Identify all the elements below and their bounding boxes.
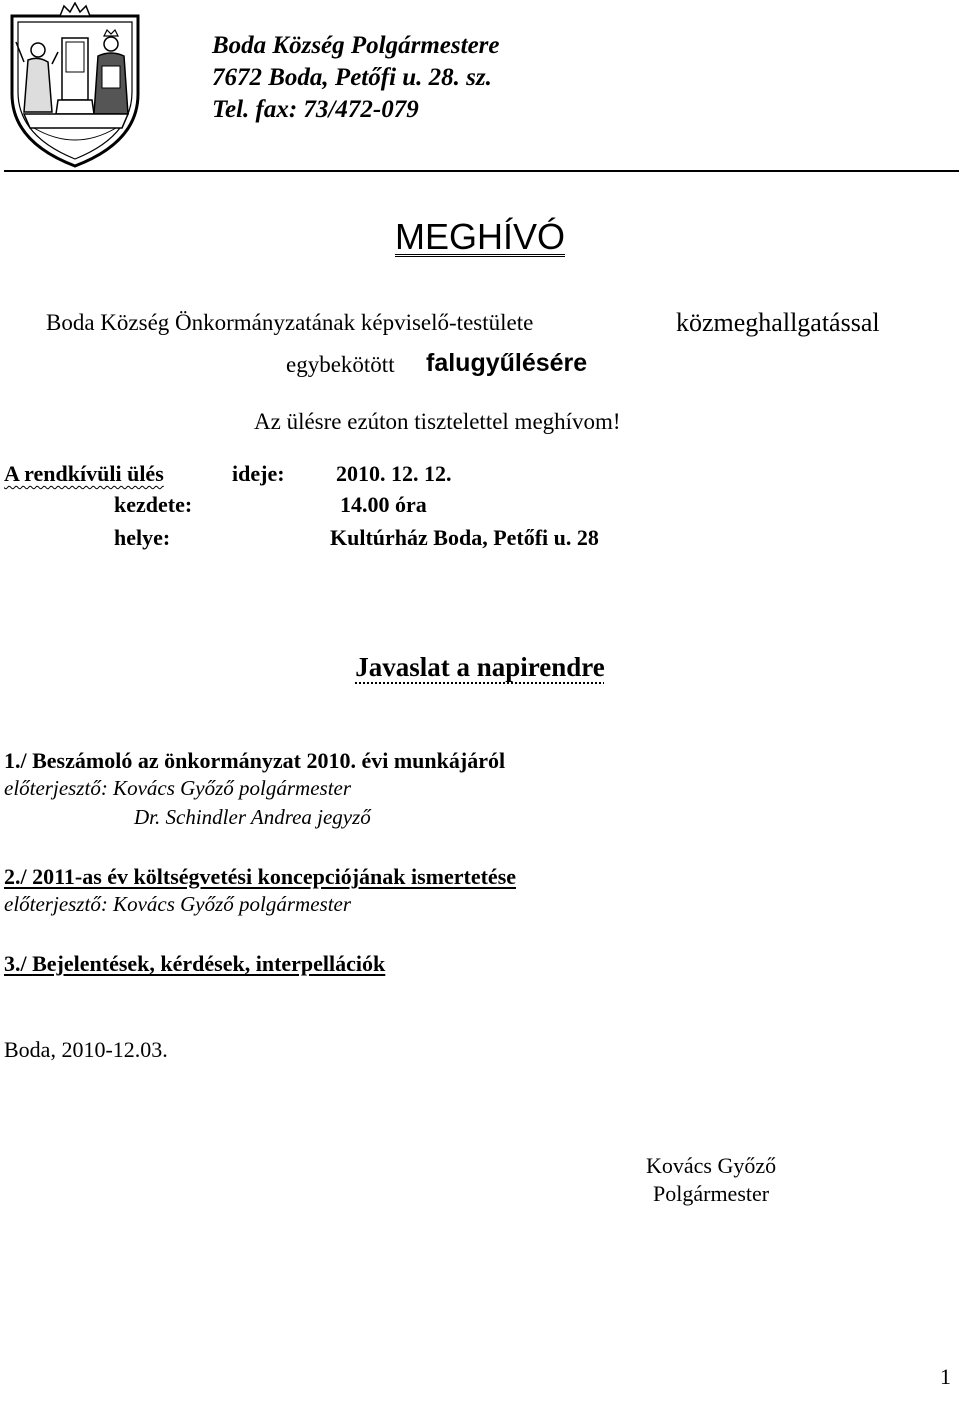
agenda-title: Javaslat a napirendre xyxy=(355,652,605,682)
header-line-address: 7672 Boda, Petőfi u. 28. sz. xyxy=(212,64,492,91)
header-line-phone: Tel. fax: 73/472-079 xyxy=(212,96,419,123)
meeting-place-label: helye: xyxy=(114,525,171,550)
meeting-place-value: Kultúrház Boda, Petőfi u. 28 xyxy=(330,525,599,550)
intro-line-3: Az ülésre ezúton tisztelettel meghívom! xyxy=(254,409,621,434)
intro-line-2b: falugyűlésére xyxy=(426,349,588,377)
intro-line-1a: Boda Község Önkormányzatának képviselő-testülete xyxy=(46,310,534,335)
meeting-type: A rendkívüli ülés xyxy=(4,461,164,486)
agenda-item-2-title: 2./ 2011-as év költségvetési koncepciójának ismertetése xyxy=(4,864,517,889)
agenda-item-3-title: 3./ Bejelentések, kérdések, interpellációk xyxy=(4,951,386,976)
page-number: 1 xyxy=(940,1364,951,1389)
header-divider xyxy=(4,170,959,172)
signature-title: Polgármester xyxy=(653,1181,770,1206)
meeting-start-label: kezdete: xyxy=(114,492,193,517)
header-line-name: Boda Község Polgármestere xyxy=(212,32,500,59)
agenda-item-1-presenter: előterjesztő: Kovács Győző polgármester xyxy=(4,776,352,800)
signature-name: Kovács Győző xyxy=(646,1153,777,1178)
meeting-date-label: ideje: xyxy=(232,461,285,486)
agenda-item-1-title: 1./ Beszámoló az önkormányzat 2010. évi munkájáról xyxy=(4,748,506,773)
meeting-start-value: 14.00 óra xyxy=(340,492,427,517)
coat-of-arms-logo xyxy=(4,2,146,170)
document-title: MEGHÍVÓ xyxy=(394,216,565,257)
agenda-item-1-presenter-2: Dr. Schindler Andrea jegyző xyxy=(134,805,371,829)
intro-line-2a: egybekötött xyxy=(286,352,395,377)
document-date: Boda, 2010-12.03. xyxy=(4,1037,168,1062)
meeting-date-value: 2010. 12. 12. xyxy=(336,461,452,486)
intro-line-1b: közmeghallgatással xyxy=(676,308,880,337)
agenda-item-2-presenter: előterjesztő: Kovács Győző polgármester xyxy=(4,892,352,916)
